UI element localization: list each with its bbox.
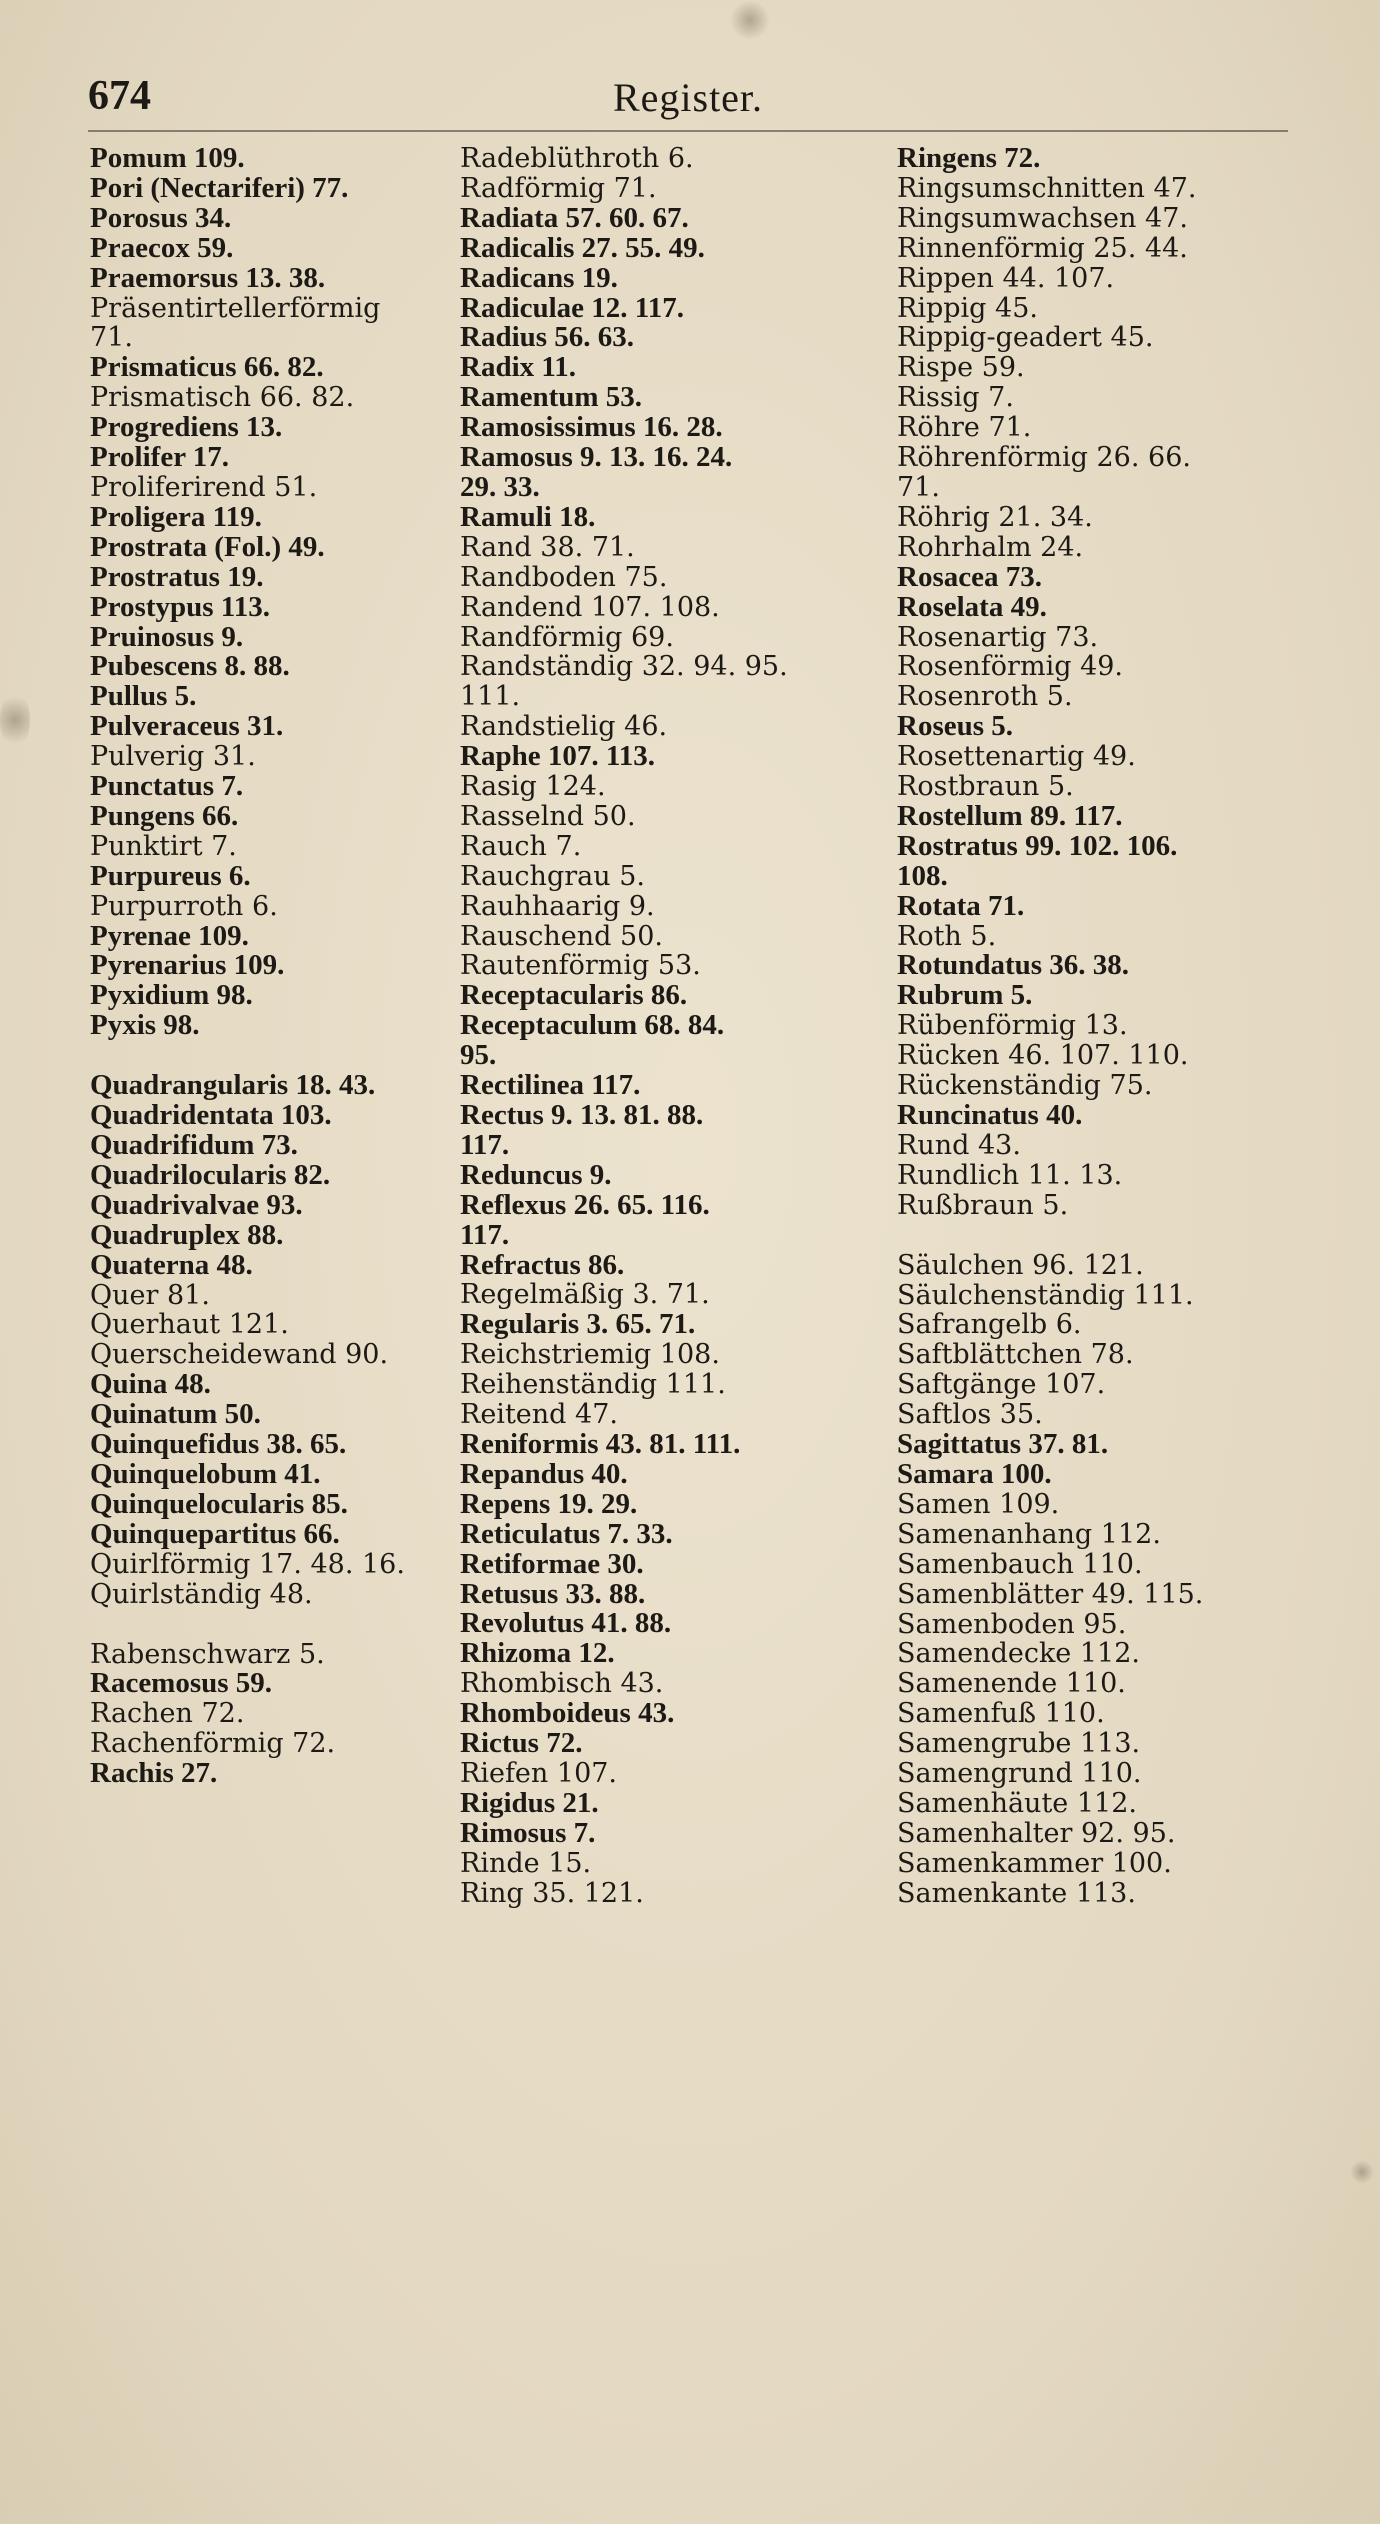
- index-entry: Rippen 44. 107.: [897, 262, 1115, 294]
- index-entry: 71.: [897, 471, 940, 503]
- index-entry: Reflexus 26. 65. 116.: [460, 1188, 710, 1221]
- index-entry: Rundlich 11. 13.: [897, 1159, 1123, 1191]
- index-column-1: [90, 144, 470, 1789]
- index-entry: Radiata 57. 60. 67.: [460, 201, 689, 234]
- index-entry: Prostrata (Fol.) 49.: [90, 530, 325, 563]
- index-entry: Rostbraun 5.: [897, 771, 1074, 803]
- index-entry: Quinatum 50.: [90, 1398, 261, 1431]
- index-entry: Raphe 107. 113.: [460, 740, 655, 773]
- index-entry: Pyxis 98.: [90, 1009, 200, 1042]
- index-entry: Repandus 40.: [460, 1457, 628, 1490]
- index-entry: Rachenförmig 72.: [90, 1728, 336, 1760]
- index-entry: Rand 38. 71.: [460, 531, 635, 563]
- index-entry: Rectus 9. 13. 81. 88.: [460, 1099, 704, 1131]
- index-entry: Säulchenständig 111.: [897, 1279, 1194, 1311]
- index-entry: Rosenroth 5.: [897, 681, 1073, 713]
- index-entry: Reichstriemig 108.: [460, 1339, 720, 1371]
- index-entry: Rücken 46. 107. 110.: [897, 1040, 1189, 1072]
- index-entry: Rosenartig 73.: [897, 621, 1099, 653]
- page-header: [88, 72, 1288, 132]
- running-head: Register.: [612, 75, 764, 120]
- index-entry: Rasig 124.: [460, 771, 606, 803]
- index-entry: Pori (Nectariferi) 77.: [90, 171, 349, 204]
- paper-stain: [0, 690, 30, 750]
- index-entry: Reticulatus 7. 33.: [460, 1517, 673, 1550]
- index-entry: Rimosus 7.: [460, 1816, 596, 1849]
- index-entry: Rhomboideus 43.: [460, 1697, 675, 1730]
- header-rule: [88, 130, 1288, 132]
- index-entry: Rectilinea 117.: [460, 1069, 641, 1102]
- index-entry: Samenende 110.: [897, 1668, 1126, 1700]
- index-entry: Radicalis 27. 55. 49.: [460, 231, 705, 264]
- index-entry: Säulchen 96. 121.: [897, 1249, 1144, 1281]
- index-entry: 71.: [90, 322, 133, 354]
- index-entry: Prostypus 113.: [90, 590, 270, 623]
- index-entry: Ramuli 18.: [460, 500, 596, 533]
- index-entry: Randförmig 69.: [460, 621, 674, 653]
- index-entry: Rictus 72.: [460, 1727, 583, 1760]
- index-entry: 108.: [897, 859, 948, 892]
- index-entry: 29. 33.: [460, 470, 540, 503]
- index-entry: Radix 11.: [460, 351, 577, 384]
- index-entry: Saftlos 35.: [897, 1399, 1043, 1431]
- index-entry: Reduncus 9.: [460, 1158, 612, 1191]
- index-entry: Repens 19. 29.: [460, 1487, 638, 1520]
- index-entry: Prostratus 19.: [90, 560, 264, 593]
- index-entry: Ringens 72.: [897, 142, 1041, 174]
- index-entry: Samenbauch 110.: [897, 1548, 1143, 1580]
- index-entry: Quadrifidum 73.: [90, 1129, 298, 1161]
- index-entry: Samenfuß 110.: [897, 1698, 1105, 1730]
- index-entry: Riefen 107.: [460, 1757, 618, 1789]
- index-entry: Rund 43.: [897, 1129, 1021, 1161]
- index-entry: Samengrund 110.: [897, 1758, 1142, 1790]
- section-gap: [90, 1610, 470, 1640]
- index-entry: Röhrig 21. 34.: [897, 501, 1093, 533]
- index-entry: Rotata 71.: [897, 889, 1025, 922]
- index-entry: Rubrum 5.: [897, 979, 1033, 1012]
- index-entry: Ringsumwachsen 47.: [897, 202, 1188, 234]
- index-column-3: [897, 144, 1337, 1909]
- index-entry: Reihenständig 111.: [460, 1369, 726, 1401]
- index-entry: Pruinosus 9.: [90, 620, 244, 653]
- index-entry: Sagittatus 37. 81.: [897, 1428, 1109, 1461]
- index-entry: Rosacea 73.: [897, 560, 1042, 593]
- index-entry: Rippig-geadert 45.: [897, 322, 1154, 354]
- index-entry: Racemosus 59.: [90, 1667, 273, 1700]
- index-entry: Refractus 86.: [460, 1248, 625, 1281]
- index-entry: Progrediens 13.: [90, 411, 283, 444]
- index-entry: Rauch 7.: [460, 830, 582, 862]
- index-entry: 111.: [460, 681, 521, 713]
- index-entry: Querscheidewand 90.: [90, 1339, 389, 1371]
- index-entry: Quinquepartitus 66.: [90, 1517, 340, 1550]
- index-entry: Ring 35. 121.: [460, 1877, 644, 1909]
- index-entry: Rauhhaarig 9.: [460, 890, 655, 922]
- index-entry: Röhrenförmig 26. 66.: [897, 442, 1191, 474]
- index-entry: Rissig 7.: [897, 382, 1014, 414]
- index-entry: Samenblätter 49. 115.: [897, 1578, 1204, 1610]
- paper-stain: [730, 0, 770, 40]
- index-entry: Samenkammer 100.: [897, 1847, 1172, 1879]
- index-entry: Röhre 71.: [897, 412, 1032, 444]
- index-entry: Querhaut 121.: [90, 1309, 289, 1341]
- index-entry: Retiformae 30.: [460, 1547, 644, 1580]
- index-entry: Rauchgrau 5.: [460, 860, 645, 892]
- index-entry: Radicans 19.: [460, 261, 618, 294]
- index-entry: Quinquelocularis 85.: [90, 1487, 348, 1520]
- index-entry: Samenboden 95.: [897, 1608, 1127, 1640]
- index-entry: Rachis 27.: [90, 1757, 218, 1790]
- index-entry: Quirlständig 48.: [90, 1578, 313, 1610]
- index-entry: Quinquelobum 41.: [90, 1457, 321, 1490]
- index-entry: Punctatus 7.: [90, 770, 244, 803]
- index-entry: Radius 56. 63.: [460, 321, 635, 354]
- index-entry: Quadrivalvae 93.: [90, 1188, 303, 1221]
- index-entry: Randständig 32. 94. 95.: [460, 651, 788, 683]
- index-entry: Purpurroth 6.: [90, 890, 278, 922]
- index-entry: Radeblüthroth 6.: [460, 143, 694, 174]
- index-entry: Randstielig 46.: [460, 711, 668, 743]
- page-number: 674: [88, 73, 151, 119]
- index-entry: Reniformis 43. 81. 111.: [460, 1427, 741, 1460]
- index-entry: Ringsumschnitten 47.: [897, 172, 1197, 204]
- index-entry: Pulverig 31.: [90, 741, 256, 773]
- index-entry: Rautenförmig 53.: [460, 950, 701, 982]
- index-entry: Samenhäute 112.: [897, 1787, 1137, 1819]
- index-entry: 117.: [460, 1218, 510, 1251]
- index-entry: Punktirt 7.: [90, 830, 237, 862]
- index-entry: Rachen 72.: [90, 1698, 245, 1730]
- index-entry: Rispe 59.: [897, 352, 1025, 384]
- index-entry: Pyxidium 98.: [90, 979, 253, 1012]
- index-entry: Revolutus 41. 88.: [460, 1607, 672, 1640]
- index-entry: Quadridentata 103.: [90, 1099, 332, 1132]
- index-entry: Regularis 3. 65. 71.: [460, 1308, 696, 1341]
- index-entry: Radiculae 12. 117.: [460, 291, 684, 324]
- index-entry: Radförmig 71.: [460, 172, 657, 204]
- index-entry: Proliferirend 51.: [90, 471, 318, 503]
- index-entry: Ramosus 9. 13. 16. 24.: [460, 441, 733, 474]
- index-entry: Samara 100.: [897, 1457, 1052, 1490]
- index-entry: Rübenförmig 13.: [897, 1010, 1128, 1042]
- index-entry: 117.: [460, 1128, 510, 1161]
- index-entry: Rosettenartig 49.: [897, 741, 1136, 773]
- index-entry: Prismatisch 66. 82.: [90, 382, 355, 414]
- index-entry: Pullus 5.: [90, 680, 197, 713]
- index-entry: Safrangelb 6.: [897, 1309, 1082, 1341]
- index-entry: Rostellum 89. 117.: [897, 799, 1123, 832]
- section-gap: [897, 1221, 1337, 1251]
- index-entry: Pyrenarius 109.: [90, 949, 285, 982]
- index-entry: Samengrube 113.: [897, 1728, 1141, 1760]
- index-entry: Samenanhang 112.: [897, 1518, 1161, 1550]
- index-entry: Proligera 119.: [90, 500, 262, 533]
- index-entry: Rigidus 21.: [460, 1786, 599, 1819]
- index-entry: Saftblättchen 78.: [897, 1339, 1134, 1371]
- index-entry: Randend 107. 108.: [460, 591, 720, 623]
- index-entry: Rasselnd 50.: [460, 800, 636, 832]
- index-entry: Randboden 75.: [460, 561, 668, 593]
- index-entry: Saftgänge 107.: [897, 1369, 1106, 1401]
- index-entry: Rostratus 99. 102. 106.: [897, 829, 1178, 862]
- index-entry: Samen 109.: [897, 1488, 1060, 1520]
- index-entry: Rückenständig 75.: [897, 1070, 1153, 1102]
- index-entry: Regelmäßig 3. 71.: [460, 1279, 710, 1311]
- index-entry: Receptacularis 86.: [460, 979, 688, 1012]
- index-entry: Rhizoma 12.: [460, 1637, 615, 1670]
- index-entry: Quaterna 48.: [90, 1248, 253, 1281]
- index-column-2: [460, 144, 880, 1908]
- index-entry: Roth 5.: [897, 920, 997, 952]
- index-entry: Roseus 5.: [897, 710, 1014, 743]
- index-entry: Quirlförmig 17. 48. 16.: [90, 1548, 405, 1580]
- index-entry: Samendecke 112.: [897, 1638, 1140, 1670]
- index-entry: Pomum 109.: [90, 142, 245, 174]
- index-entry: Quadrilocularis 82.: [90, 1158, 331, 1191]
- index-entry: Pungens 66.: [90, 799, 239, 832]
- index-entry: Rhombisch 43.: [460, 1668, 664, 1700]
- index-entry: Prolifer 17.: [90, 441, 230, 474]
- index-entry: Rosenförmig 49.: [897, 651, 1124, 683]
- index-entry: Pubescens 8. 88.: [90, 650, 290, 683]
- index-entry: Rinde 15.: [460, 1847, 592, 1879]
- index-entry: Präsentirtellerförmig: [90, 292, 381, 324]
- index-entry: Samenkante 113.: [897, 1877, 1136, 1909]
- index-entry: Quina 48.: [90, 1368, 211, 1401]
- index-entry: Prismaticus 66. 82.: [90, 351, 324, 384]
- index-entry: Quadruplex 88.: [90, 1218, 284, 1251]
- index-entry: Ramosissimus 16. 28.: [460, 411, 723, 444]
- index-entry: Praemorsus 13. 38.: [90, 261, 326, 294]
- index-entry: Rohrhalm 24.: [897, 531, 1084, 563]
- index-entry: Rabenschwarz 5.: [90, 1638, 325, 1670]
- index-entry: Runcinatus 40.: [897, 1099, 1083, 1131]
- index-entry: Purpureus 6.: [90, 859, 251, 892]
- index-entry: Rippig 45.: [897, 292, 1038, 324]
- index-entry: Rinnenförmig 25. 44.: [897, 232, 1188, 264]
- index-entry: Rauschend 50.: [460, 920, 663, 952]
- index-entry: Quer 81.: [90, 1279, 210, 1311]
- section-gap: [90, 1041, 470, 1071]
- index-entry: Ramentum 53.: [460, 381, 643, 414]
- index-entry: Receptaculum 68. 84.: [460, 1009, 725, 1042]
- index-entry: Quinquefidus 38. 65.: [90, 1428, 347, 1461]
- index-entry: Roselata 49.: [897, 590, 1047, 623]
- index-entry: Samenhalter 92. 95.: [897, 1817, 1176, 1849]
- index-entry: Pulveraceus 31.: [90, 710, 284, 743]
- index-entry: 95.: [460, 1039, 497, 1072]
- index-entry: Quadrangularis 18. 43.: [90, 1069, 376, 1102]
- index-entry: Porosus 34.: [90, 201, 232, 234]
- index-entry: Rußbraun 5.: [897, 1189, 1069, 1221]
- index-entry: Reitend 47.: [460, 1399, 618, 1431]
- index-entry: Retusus 33. 88.: [460, 1577, 646, 1610]
- index-entry: Pyrenae 109.: [90, 919, 249, 952]
- paper-stain: [1350, 2160, 1374, 2184]
- index-entry: Rotundatus 36. 38.: [897, 949, 1130, 982]
- index-entry: Praecox 59.: [90, 231, 234, 264]
